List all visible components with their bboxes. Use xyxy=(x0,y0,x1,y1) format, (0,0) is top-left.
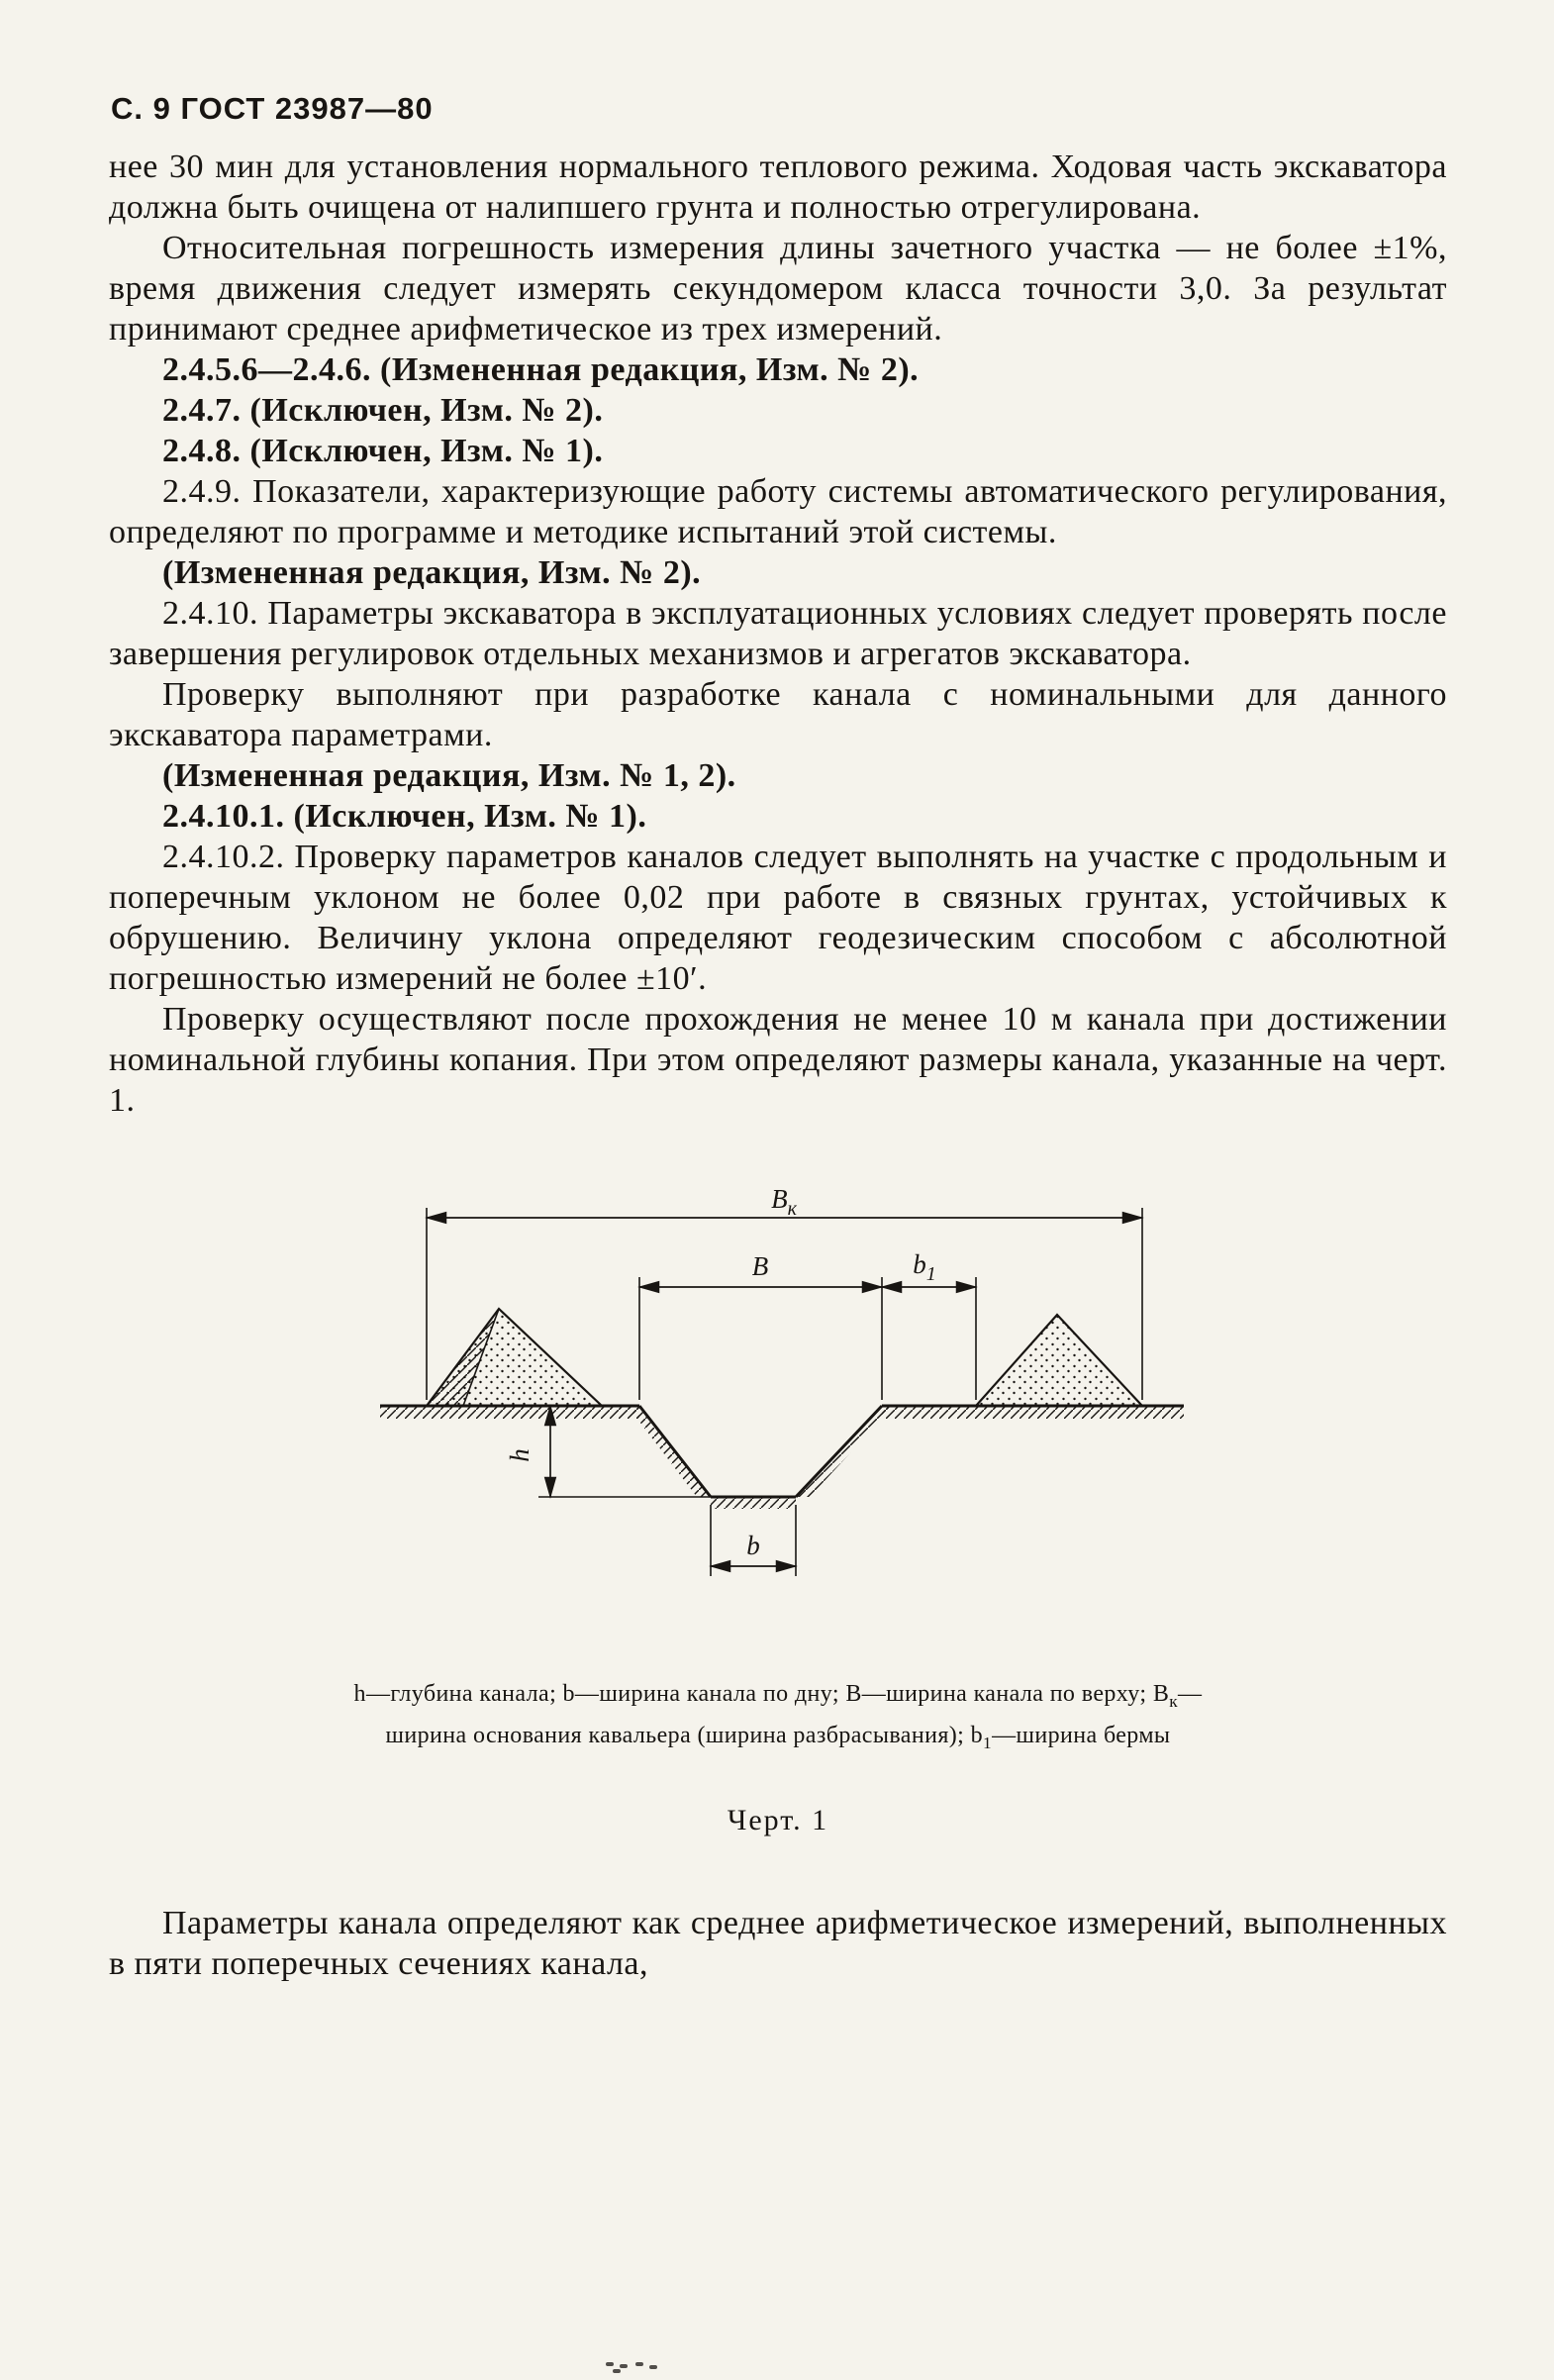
dim-label-b1: $b_1$ xyxy=(913,1249,936,1285)
paragraph xyxy=(109,552,1447,593)
channel-profile xyxy=(628,1406,894,1509)
body-text xyxy=(109,147,1447,1984)
paragraph xyxy=(109,147,1447,228)
text-run: Проверку осуществляют после прохождения не менее 10 м канала при достижении номинальной глубины копания. При этом определяют размеры канала, указанные на черт. 1. xyxy=(109,1001,1447,1119)
text-run: 2.4.7. (Исключен, Изм. № 2). xyxy=(162,392,604,429)
spoil-bank-right xyxy=(976,1315,1142,1406)
dim-label-b: b xyxy=(746,1531,760,1560)
spoil-bank-left xyxy=(427,1309,602,1406)
caption-text: h—глубина канала; b—ширина канала по дну; В—ширина канала по верху; В xyxy=(353,1681,1170,1707)
figure xyxy=(109,1178,1447,1624)
text-run: 2.4.9. Показатели, характеризующие работу системы автоматического регулирования, определяют по программе и методике испытаний этой системы. xyxy=(109,473,1447,550)
caption-subscript: 1 xyxy=(983,1733,993,1752)
text-run: 2.4.10.2. Проверку параметров каналов следует выполнять на участке с продольным и поперечным уклоном не более 0,02 при работе в связных грунтах, устойчивых к обрушению. Величину уклона определяют геодезическим способом с абсолютной погрешностью измерений не более ±10′. xyxy=(109,839,1447,997)
header-text: С. 9 ГОСТ 23987—80 xyxy=(111,91,434,126)
dimension-b xyxy=(711,1505,796,1576)
text-run: 2.4.5.6—2.4.6. (Измененная редакция, Изм. № 2). xyxy=(162,351,920,388)
channel-cross-section-diagram xyxy=(342,1178,1214,1624)
text-run: 2.4.8. (Исключен, Изм. № 1). xyxy=(162,433,604,469)
page-header xyxy=(111,91,434,127)
figure-title: Черт. 1 xyxy=(727,1803,829,1836)
caption-subscript: к xyxy=(1169,1691,1179,1711)
dim-label-B: B xyxy=(751,1251,769,1281)
dim-label-Bk: $B_к$ xyxy=(771,1184,797,1220)
paragraph xyxy=(109,755,1447,796)
paragraph xyxy=(109,999,1447,1121)
paragraph xyxy=(109,1903,1447,1984)
paragraph xyxy=(109,349,1447,390)
ground-surface xyxy=(380,1406,1184,1419)
paragraph xyxy=(109,431,1447,471)
paragraph xyxy=(109,796,1447,837)
dimension-h xyxy=(505,1406,711,1497)
paragraph xyxy=(109,228,1447,349)
paragraph xyxy=(109,674,1447,755)
figure-caption xyxy=(342,1677,1214,1760)
caption-text: —ширина бермы xyxy=(992,1722,1171,1748)
dim-label-h: h xyxy=(505,1448,534,1462)
dimension-B xyxy=(639,1251,882,1400)
text-run: Относительная погрешность измерения длины зачетного участка — не более ±1%, время движения следует измерять секундомером класса точности 3,0. За результат принимают среднее арифметическое из трех измерений. xyxy=(109,230,1447,347)
paragraph xyxy=(109,471,1447,552)
text-run: 2.4.10. Параметры экскаватора в эксплуатационных условиях следует проверять после завершения регулировок отдельных механизмов и агрегатов экскаватора. xyxy=(109,595,1447,672)
text-run: (Измененная редакция, Изм. № 1, 2). xyxy=(162,757,736,794)
text-run: (Измененная редакция, Изм. № 2). xyxy=(162,554,702,591)
paragraphs-bottom xyxy=(109,1903,1447,1984)
caption-text: —ширина основания кавальера (ширина разбрасывания); b xyxy=(385,1681,1203,1748)
paragraph xyxy=(109,837,1447,999)
paragraphs-top xyxy=(109,147,1447,1121)
paragraph xyxy=(109,593,1447,674)
scan-artifact xyxy=(606,2362,614,2366)
paragraph xyxy=(109,390,1447,431)
text-run: Проверку выполняют при разработке канала с номинальными для данного экскаватора параметрами. xyxy=(109,676,1447,753)
text-run: Параметры канала определяют как среднее арифметическое измерений, выполненных в пяти поперечных сечениях канала, xyxy=(109,1904,1447,1982)
dimension-b1 xyxy=(882,1249,976,1400)
text-run: нее 30 мин для установления нормального теплового режима. Ходовая часть экскаватора должна быть очищена от налипшего грунта и полностью отрегулирована. xyxy=(109,149,1447,226)
text-run: 2.4.10.1. (Исключен, Изм. № 1). xyxy=(162,798,647,835)
